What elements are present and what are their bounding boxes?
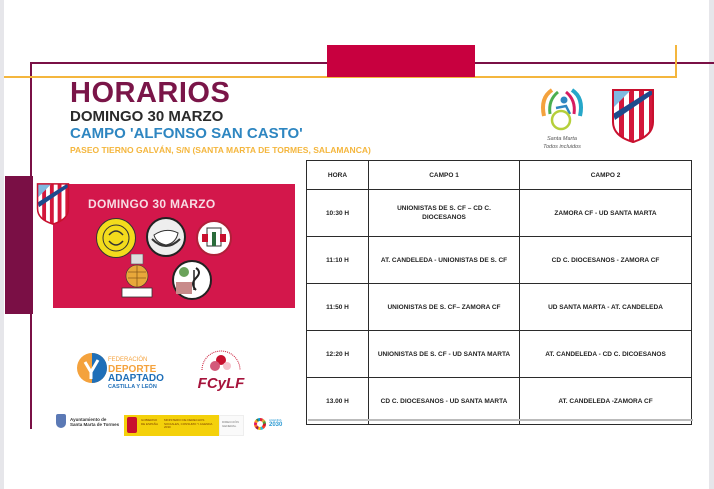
gold-rule-vertical: [675, 45, 677, 78]
right-edge: [709, 0, 714, 489]
table-header-row: [307, 161, 692, 190]
cell-campo-1: UNIONISTAS DE S. CF – CD C. DIOCESANOS: [369, 190, 520, 237]
cell-campo-2: AT. CANDELEDA - CD C. DICOESANOS: [520, 331, 692, 378]
fcylf-logo: [196, 346, 246, 394]
table-row: [307, 284, 692, 331]
schedule-table: [306, 160, 692, 425]
club-badge-ud-santa-marta: [196, 220, 232, 256]
santa-marta-inclusive-logo: [536, 86, 588, 154]
cell-hora: 11:50 H: [307, 284, 369, 331]
table-row: [307, 378, 692, 425]
club-badge-zamora: [146, 217, 186, 257]
svg-text:Santa Marta: Santa Marta: [547, 136, 577, 142]
event-date: DOMINGO 30 MARZO: [70, 108, 224, 125]
table-row: [307, 237, 692, 284]
club-badge-diocesanos: [96, 218, 136, 258]
svg-text:FCyLF: FCyLF: [197, 375, 245, 392]
santa-marta-coat-of-arms-icon: [56, 414, 66, 428]
table-row: [307, 190, 692, 237]
ud-santa-marta-shield: [611, 88, 655, 144]
cell-campo-1: UNIONISTAS DE S. CF– ZAMORA CF: [369, 284, 520, 331]
agenda-label: AGENDA: [269, 418, 282, 422]
gobierno-text: GOBIERNO DE ESPAÑA: [141, 418, 158, 426]
cell-campo-2: AT. CANDELEDA -ZAMORA CF: [520, 378, 692, 425]
fda-logo-text: FEDERACIÓN DEPORTE ADAPTADO CASTILLA Y LEÓN: [108, 357, 164, 390]
club-badge-unionistas: [172, 260, 212, 300]
table-row: [307, 331, 692, 378]
ministerio-text: MINISTERIO DE DERECHOS SOCIALES, CONSUMO Y AGENDA 2030: [164, 418, 213, 429]
cell-campo-1: AT. CANDELEDA - UNIONISTAS DE S. CF: [369, 237, 520, 284]
cell-hora: 10:30 H: [307, 190, 369, 237]
wheelchair-icon: [536, 86, 588, 154]
spain-coat-of-arms-icon: [127, 417, 137, 433]
fda-logo-icon: [76, 352, 108, 389]
page-title: HORARIOS: [70, 77, 231, 109]
svg-text:Todos incluidos: Todos incluidos: [543, 144, 581, 150]
venue-address: PASEO TIERNO GALVÁN, S/N (SANTA MARTA DE TORMES, SALAMANCA): [70, 145, 371, 155]
cell-campo-2: UD SANTA MARTA - AT. CANDELEDA: [520, 284, 692, 331]
cell-campo-2: CD C. DIOCESANOS - ZAMORA CF: [520, 237, 692, 284]
cell-campo-1: CD C. DIOCESANOS - UD SANTA MARTA: [369, 378, 520, 425]
cell-hora: 12:20 H: [307, 331, 369, 378]
maroon-side-bar: [5, 176, 33, 314]
header-campo-1: CAMPO 1: [369, 161, 520, 190]
ud-santa-marta-shield-small: [36, 182, 70, 226]
cell-hora: 13.00 H: [307, 378, 369, 425]
cell-hora: 11:10 H: [307, 237, 369, 284]
left-edge: [0, 0, 4, 489]
agenda-year: 2030: [269, 422, 283, 428]
panel-date: DOMINGO 30 MARZO: [88, 197, 216, 211]
direccion-general-text: DIRECCIÓN GENERAL: [222, 420, 239, 428]
table-shadow: [308, 419, 693, 421]
agenda-2030-ring-icon: [254, 418, 266, 430]
header-campo-2: CAMPO 2: [520, 161, 692, 190]
club-badge-candeleda: [121, 254, 153, 298]
cell-campo-2: ZAMORA CF - UD SANTA MARTA: [520, 190, 692, 237]
venue-name: CAMPO 'ALFONSO SAN CASTO': [70, 125, 303, 142]
cell-campo-1: UNIONISTAS DE S. CF - UD SANTA MARTA: [369, 331, 520, 378]
header-hora: HORA: [307, 161, 369, 190]
ayuntamiento-text: Ayuntamiento de Santa Marta de Tormes: [70, 417, 120, 427]
red-accent-block: [327, 45, 475, 77]
